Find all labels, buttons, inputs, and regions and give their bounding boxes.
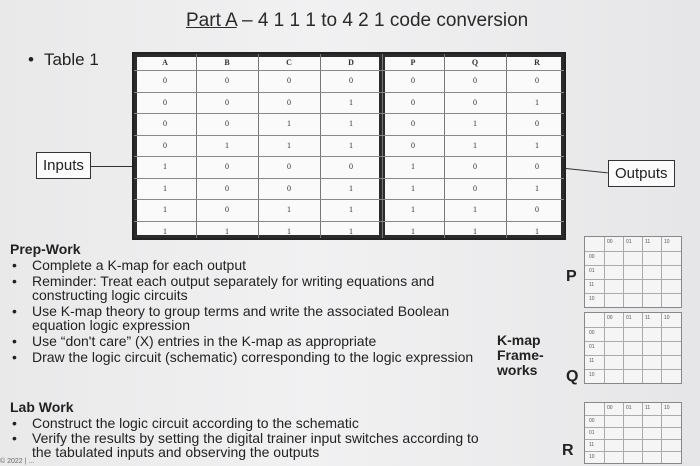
- table-header: R: [534, 58, 540, 67]
- table-cell: 1: [163, 183, 167, 193]
- kmap-grid-line: [585, 369, 681, 370]
- table-cell: 0: [535, 76, 539, 85]
- title-rest: – 4 1 1 1 to 4 2 1 code conversion: [236, 10, 529, 31]
- table-cell: 1: [411, 162, 415, 171]
- table-cell: 1: [287, 205, 291, 214]
- kmap-row-header: 11: [589, 442, 595, 448]
- truth-table: [132, 52, 566, 240]
- kmap-row-header: 00: [589, 330, 595, 336]
- kmap-row-header: 01: [589, 430, 595, 436]
- table-cell: 1: [287, 119, 291, 128]
- table-cell: 0: [225, 183, 229, 193]
- table-cell: 0: [225, 205, 229, 214]
- table-cell: 1: [473, 205, 477, 214]
- kmap-grid-line: [585, 293, 681, 294]
- lab-work-title: Lab Work: [10, 399, 74, 415]
- table-cell: 0: [411, 97, 415, 107]
- list-item: • Verify the results by setting the digital trainer input switches according to the tabulated inputs and observing the outputs: [12, 431, 482, 459]
- table-row-divider: [134, 70, 564, 71]
- table-cell: 1: [535, 183, 539, 193]
- inputs-connector: [90, 166, 132, 167]
- table-cell: 1: [287, 140, 291, 150]
- table-header: C: [286, 58, 292, 67]
- table-header: A: [162, 58, 168, 67]
- table-cell: 1: [349, 97, 353, 107]
- table-cell: 0: [473, 76, 477, 85]
- table-row-divider: [134, 156, 564, 157]
- table-cell: 0: [473, 162, 477, 171]
- kmap-row-header: 00: [589, 418, 595, 424]
- kmap-grid-line: [585, 439, 681, 440]
- kmap-grid-line: [585, 451, 681, 452]
- table-cell: 1: [163, 205, 167, 214]
- table-cell: 1: [535, 97, 539, 107]
- table-cell: 1: [473, 140, 477, 150]
- slide-title: [186, 10, 528, 32]
- table-cell: 0: [225, 76, 229, 85]
- table-cell: 0: [287, 97, 291, 107]
- kmap-grid-line: [642, 403, 643, 463]
- kmap-grid-line: [585, 251, 681, 252]
- table-row-divider: [134, 92, 564, 93]
- table-row-divider: [134, 178, 564, 179]
- table-cell: 1: [349, 205, 353, 214]
- table-cell: 0: [535, 205, 539, 214]
- kmap-grid-line: [604, 237, 605, 307]
- table-header: Q: [471, 58, 479, 67]
- table-cell: 1: [349, 140, 353, 150]
- table-cell: 0: [411, 76, 415, 85]
- kmap-column-header: 10: [664, 315, 670, 321]
- table-row-divider: [134, 135, 564, 136]
- kmap-grid-line: [585, 327, 681, 328]
- kmap-grid-line: [623, 313, 624, 383]
- outputs-label: Outputs: [608, 160, 675, 187]
- kmap-grid-line: [585, 355, 681, 356]
- table-cell: 0: [163, 140, 167, 150]
- list-item: • Construct the logic circuit according to the schematic: [12, 416, 482, 430]
- table-row-divider: [134, 113, 564, 114]
- table-cell: 0: [473, 183, 477, 193]
- kmap-column-header: 10: [664, 239, 670, 245]
- table-cell: 1: [349, 119, 353, 128]
- kmap-column-header: 10: [664, 405, 670, 411]
- kmap-grid-line: [585, 279, 681, 280]
- table-cell: 0: [163, 97, 167, 107]
- kmap-grid-line: [623, 403, 624, 463]
- kmap-label-p: P: [566, 268, 577, 285]
- table-header: P: [410, 58, 416, 67]
- prep-work-list: [12, 258, 482, 366]
- table-cell: 0: [163, 119, 167, 128]
- table-cell: 1: [287, 226, 291, 236]
- table-row-divider: [134, 221, 564, 222]
- kmap-grid-line: [661, 313, 662, 383]
- table-cell: 0: [163, 76, 167, 85]
- kmap-grid: [584, 312, 682, 384]
- kmap-row-header: 11: [589, 282, 595, 288]
- table-cell: 1: [349, 226, 353, 236]
- list-item: • Complete a K-map for each output: [12, 258, 482, 272]
- table-cell: 1: [411, 183, 415, 193]
- kmap-grid-line: [585, 427, 681, 428]
- kmap-column-header: 11: [645, 315, 651, 321]
- kmap-column-header: 11: [645, 405, 651, 411]
- table-cell: 0: [349, 76, 353, 85]
- kmap-row-header: 00: [589, 254, 595, 260]
- kmap-grid-line: [585, 341, 681, 342]
- list-item: • Use “don't care” (X) entries in the K-map as appropriate: [12, 334, 482, 348]
- kmap-column-header: 00: [607, 315, 613, 321]
- kmap-row-header: 01: [589, 344, 595, 350]
- footer: © 2022 | ...: [0, 458, 35, 465]
- kmap-grid-line: [642, 313, 643, 383]
- kmap-label-r: R: [562, 442, 574, 459]
- list-item: • Draw the logic circuit (schematic) corresponding to the logic expression: [12, 350, 482, 364]
- table-cell: 1: [349, 183, 353, 193]
- outputs-connector: [566, 168, 608, 173]
- kmap-row-header: 01: [589, 268, 595, 274]
- list-item: • Reminder: Treat each output separately for writing equations and constructing logic circuits: [12, 274, 482, 302]
- table-cell: 1: [225, 140, 229, 150]
- kmap-grid-line: [661, 403, 662, 463]
- table-label: • Table 1: [28, 50, 99, 70]
- table-cell: 1: [163, 162, 167, 171]
- kmap-row-header: 10: [589, 454, 595, 460]
- table-cell: 0: [349, 162, 353, 171]
- list-item: • Use K-map theory to group terms and write the associated Boolean equation logic expression: [12, 304, 482, 332]
- table-cell: 0: [225, 119, 229, 128]
- kmap-grid-line: [585, 265, 681, 266]
- kmap-row-header: 11: [589, 358, 595, 364]
- kmap-grid-line: [604, 313, 605, 383]
- table-cell: 1: [225, 226, 229, 236]
- kmap-row-header: 10: [589, 372, 595, 378]
- table-cell: 0: [225, 97, 229, 107]
- kmap-grid: [584, 236, 682, 308]
- table-cell: 1: [535, 226, 539, 236]
- kmap-grid-line: [623, 237, 624, 307]
- table-cell: 1: [163, 226, 167, 236]
- table-header: B: [224, 58, 230, 67]
- kmap-title: K-map Frame-works: [497, 332, 544, 378]
- table-cell: 0: [411, 140, 415, 150]
- inputs-label: Inputs: [36, 152, 91, 179]
- table-cell: 0: [287, 183, 291, 193]
- table-cell: 1: [411, 205, 415, 214]
- kmap-column-header: 11: [645, 239, 651, 245]
- table-cell: 0: [535, 162, 539, 171]
- kmap-column-header: 01: [626, 405, 632, 411]
- kmap-label-q: Q: [566, 368, 579, 385]
- kmap-row-header: 10: [589, 296, 595, 302]
- kmap-grid-line: [604, 403, 605, 463]
- table-cell: 0: [473, 97, 477, 107]
- kmap-column-header: 01: [626, 315, 632, 321]
- lab-work-list: [12, 416, 482, 460]
- table-cell: 1: [473, 119, 477, 128]
- table-cell: 1: [411, 226, 415, 236]
- table-cell: 0: [287, 76, 291, 85]
- table-cell: 0: [411, 119, 415, 128]
- table-cell: 0: [225, 162, 229, 171]
- table-cell: 0: [535, 119, 539, 128]
- kmap-grid-line: [642, 237, 643, 307]
- table-cell: 1: [473, 226, 477, 236]
- prep-work-title: Prep-Work: [10, 241, 81, 257]
- title-prefix: Part A: [186, 10, 237, 31]
- table-header: D: [348, 58, 354, 67]
- kmap-column-header: 00: [607, 239, 613, 245]
- kmap-column-header: 00: [607, 405, 613, 411]
- table-cell: 1: [535, 140, 539, 150]
- kmap-column-header: 01: [626, 239, 632, 245]
- kmap-grid: [584, 402, 682, 464]
- table-row-divider: [134, 199, 564, 200]
- kmap-grid-line: [585, 415, 681, 416]
- table-cell: 0: [287, 162, 291, 171]
- kmap-grid-line: [661, 237, 662, 307]
